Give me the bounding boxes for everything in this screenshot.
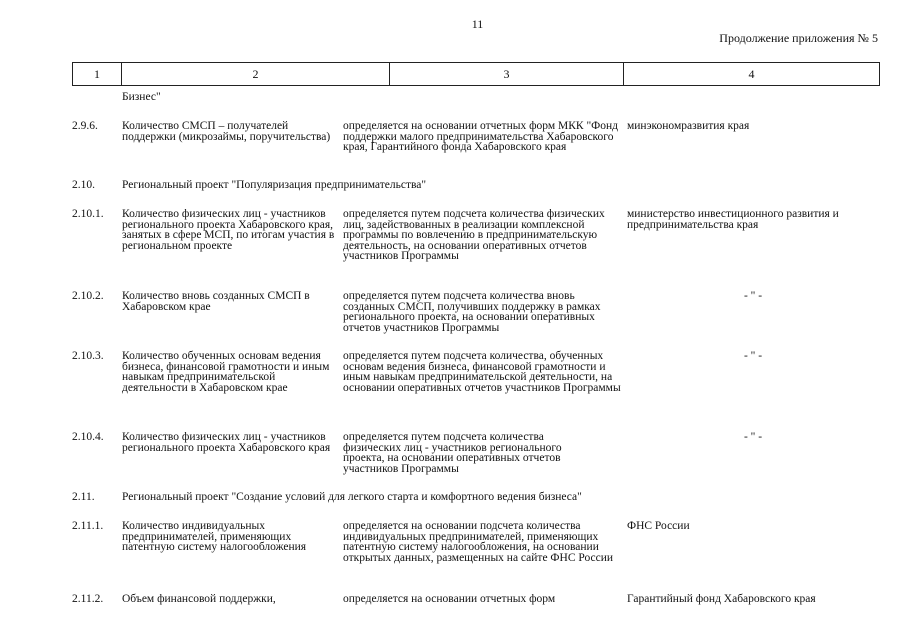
- header-col-1: 1: [94, 67, 100, 81]
- row-number: 2.11.1.: [72, 520, 104, 532]
- row-number: 2.10.1.: [72, 208, 104, 220]
- indicator-cell: Количество вновь созданных СМСП в Хабаровском крае: [122, 290, 310, 313]
- row-number: 2.10.: [72, 179, 95, 191]
- row-number: 2.10.2.: [72, 290, 104, 302]
- section-title: Региональный проект "Популяризация предпринимательства": [122, 179, 427, 191]
- header-col-2: 2: [252, 67, 259, 81]
- row-number: 2.11.2.: [72, 593, 104, 605]
- indicator-cell: Количество индивидуальных предпринимателей, применяющих патентную систему налогообложения: [122, 520, 307, 553]
- indicator-cell: Объем финансовой поддержки,: [122, 593, 276, 605]
- indicator-cell: Количество обученных основам ведения бизнеса, финансовой грамотности и иным навыкам предпринимательской деятельности в Хабаровском крае: [122, 350, 330, 394]
- indicator-cell: Количество физических лиц - участников регионального проекта Хабаровского края: [122, 431, 331, 454]
- table-header: [72, 62, 880, 86]
- row-number: 2.10.3.: [72, 350, 104, 362]
- method-cell: определяется путем подсчета количества физических лиц - участников регионального проекта, на основании оперативных отчетов участников Программы: [343, 431, 562, 475]
- responsible-cell: ФНС России: [627, 520, 690, 532]
- method-cell: определяется путем подсчета количества, обученных основам ведения бизнеса, финансовой грамотности и иным навыкам предпринимательской деятельности, на основании оперативных отчетов участников Программы: [343, 350, 621, 394]
- method-cell: определяется на основании отчетных форм МКК "Фонд поддержки малого предпринимательства Хабаровского края, Гарантийного фонда Хабаровского края: [343, 120, 618, 153]
- row-number: 2.11.: [72, 491, 95, 503]
- continuation-label: Продолжение приложения № 5: [719, 31, 878, 45]
- row-number: 2.10.4.: [72, 431, 104, 443]
- indicator-cell: Количество физических лиц - участников регионального проекта Хабаровского края, занятых в сфере МСП, по итогам участия в региональном проекте: [122, 208, 335, 252]
- page-number: 11: [471, 17, 484, 31]
- responsible-cell: министерство инвестиционного развития и предпринимательства края: [627, 208, 839, 231]
- method-cell: определяется путем подсчета количества вновь созданных СМСП, получивших поддержку в рамках регионального проекта, на основании оперативных отчетов участников Программы: [343, 290, 601, 334]
- responsible-cell: минэкономразвития края: [627, 120, 750, 132]
- responsible-cell: - " -: [743, 350, 763, 362]
- responsible-cell: - " -: [743, 290, 763, 302]
- responsible-cell: Гарантийный фонд Хабаровского края: [627, 593, 816, 605]
- section-title: Региональный проект "Создание условий для легкого старта и комфортного ведения бизнеса": [122, 491, 582, 503]
- method-cell: определяется на основании отчетных форм: [343, 593, 556, 605]
- header-col-4: 4: [748, 67, 755, 81]
- responsible-cell: - " -: [743, 431, 763, 443]
- indicator-cell: Количество СМСП – получателей поддержки (микрозаймы, поручительства): [122, 120, 331, 143]
- method-cell: определяется на основании подсчета количества индивидуальных предпринимателей, применяющих патентную систему налогообложения, на основании открытых данных, размещенных на сайте ФНС России: [343, 520, 614, 564]
- header-col-3: 3: [503, 67, 510, 81]
- carryover-text: Бизнес": [122, 91, 161, 103]
- method-cell: определяется путем подсчета количества физических лиц, задействованных в реализации комплексной программы по вовлечению в предпринимательскую деятельность, на основании оперативных отчетов участников Программы: [343, 208, 605, 262]
- row-number: 2.9.6.: [72, 120, 98, 132]
